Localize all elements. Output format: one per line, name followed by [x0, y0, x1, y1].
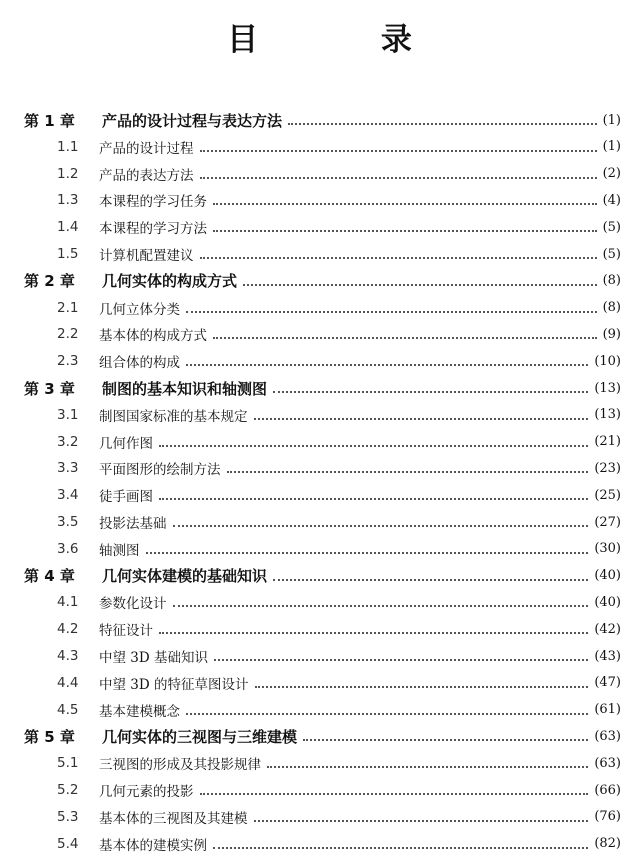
- section-title: 几何元素的投影: [99, 784, 194, 800]
- page-number: (82): [594, 836, 621, 852]
- section-number: 5.2: [57, 782, 79, 798]
- page-number: (10): [594, 353, 621, 369]
- dot-leader: [173, 605, 588, 607]
- toc-section-row[interactable]: [0, 751, 639, 775]
- section-title: 基本体的三视图及其建模: [99, 810, 248, 827]
- section-number: 3.4: [57, 487, 79, 504]
- chapter-title: 制图的基本知识和轴测图: [102, 379, 268, 398]
- section-title: 产品的表达方法: [99, 167, 194, 184]
- dot-leader: [173, 525, 588, 527]
- dot-leader: [200, 793, 588, 795]
- section-title: 三视图的形成及其投影规律: [99, 757, 261, 774]
- toc-section-row[interactable]: [0, 644, 639, 668]
- section-title: 组合体的构成: [99, 355, 180, 372]
- page-number: (40): [594, 594, 621, 610]
- toc-section-row[interactable]: [0, 403, 639, 427]
- section-title: 基本体的构成方式: [99, 328, 207, 345]
- toc-section-row[interactable]: [0, 215, 639, 239]
- section-title: 中望 3D 基础知识: [99, 650, 208, 666]
- toc-section-row[interactable]: [0, 296, 639, 320]
- section-number: 2.1: [57, 299, 79, 316]
- toc-section-row[interactable]: [0, 242, 639, 266]
- page-number: (63): [594, 755, 621, 771]
- page-number: (8): [602, 273, 621, 289]
- toc-section-row[interactable]: [0, 590, 639, 614]
- page-number: (43): [594, 648, 621, 664]
- section-title: 制图国家标准的基本规定: [99, 408, 248, 425]
- toc-chapter-row[interactable]: [0, 108, 639, 132]
- section-number: 1.2: [57, 165, 79, 182]
- toc-section-row[interactable]: [0, 537, 639, 561]
- dot-leader: [186, 713, 588, 715]
- toc-section-row[interactable]: [0, 456, 639, 480]
- page-number: (21): [594, 434, 621, 450]
- page-number: (63): [594, 728, 621, 744]
- dot-leader: [213, 337, 597, 339]
- page-number: (9): [602, 326, 621, 342]
- section-number: 4.5: [57, 701, 79, 718]
- toc-chapter-row[interactable]: [0, 564, 639, 588]
- page-number: (40): [594, 568, 621, 584]
- toc-section-row[interactable]: [0, 805, 639, 829]
- page-number: (25): [594, 487, 621, 503]
- toc-section-row[interactable]: [0, 778, 639, 802]
- page-number: (2): [602, 166, 621, 182]
- toc-section-row[interactable]: [0, 430, 639, 454]
- section-title: 本课程的学习方法: [99, 221, 207, 238]
- section-title: 轴测图: [99, 542, 140, 559]
- dot-leader: [200, 257, 597, 259]
- dot-leader: [200, 177, 597, 179]
- section-title: 参数化设计: [99, 596, 167, 613]
- chapter-title: 几何实体的构成方式: [102, 272, 238, 291]
- chapter-number: 第 5 章: [24, 727, 75, 746]
- dot-leader: [159, 445, 588, 447]
- dot-leader: [213, 230, 597, 232]
- dot-leader: [186, 311, 597, 313]
- page-number: (47): [594, 675, 621, 691]
- section-number: 4.2: [57, 621, 79, 638]
- chapter-number: 第 2 章: [24, 272, 75, 291]
- section-title: 本课程的学习任务: [99, 194, 207, 211]
- page-number: (5): [602, 219, 621, 235]
- dot-leader: [214, 659, 588, 661]
- chapter-title: 几何实体的三视图与三维建模: [102, 727, 298, 746]
- section-number: 4.4: [57, 674, 79, 691]
- toc-section-row[interactable]: [0, 188, 639, 212]
- section-title: 几何立体分类: [99, 301, 180, 318]
- dot-leader: [227, 471, 588, 473]
- section-title: 基本建模概念: [99, 703, 180, 720]
- toc-chapter-row[interactable]: [0, 376, 639, 400]
- dot-leader: [213, 847, 588, 849]
- page-number: (1): [602, 112, 621, 128]
- section-number: 5.3: [57, 808, 79, 825]
- section-number: 3.6: [57, 540, 79, 557]
- section-title: 徒手画图: [99, 489, 153, 506]
- section-number: 1.1: [57, 138, 79, 155]
- section-number: 3.1: [57, 406, 79, 423]
- dot-leader: [213, 203, 597, 205]
- section-number: 3.5: [57, 514, 79, 530]
- dot-leader: [159, 632, 588, 634]
- section-title: 投影法基础: [99, 516, 167, 532]
- toc-section-row[interactable]: [0, 322, 639, 346]
- page-number: (4): [602, 192, 621, 208]
- dot-leader: [255, 686, 588, 688]
- section-number: 4.3: [57, 648, 79, 664]
- page-number: (42): [594, 621, 621, 637]
- section-number: 3.2: [57, 433, 79, 450]
- dot-leader: [254, 820, 588, 822]
- page-number: (1): [602, 139, 621, 155]
- dot-leader: [273, 391, 588, 393]
- section-number: 4.1: [57, 594, 79, 611]
- dot-leader: [159, 498, 588, 500]
- toc-section-row[interactable]: [0, 832, 639, 856]
- chapter-title: 几何实体建模的基础知识: [102, 567, 268, 586]
- page-number: (66): [594, 782, 621, 798]
- dot-leader: [254, 418, 588, 420]
- section-number: 1.3: [57, 192, 79, 209]
- section-title: 计算机配置建议: [99, 248, 194, 264]
- section-title: 基本体的建模实例: [99, 837, 207, 854]
- toc-section-row[interactable]: [0, 483, 639, 507]
- toc-section-row[interactable]: [0, 510, 639, 534]
- section-number: 5.1: [57, 755, 79, 772]
- section-title: 中望 3D 的特征草图设计: [99, 676, 249, 693]
- toc-chapter-row[interactable]: [0, 724, 639, 748]
- toc-section-row[interactable]: [0, 698, 639, 722]
- section-number: 2.2: [57, 326, 79, 343]
- section-title: 特征设计: [99, 623, 153, 640]
- section-title: 几何作图: [99, 435, 153, 452]
- section-title: 平面图形的绘制方法: [99, 462, 221, 479]
- section-title: 产品的设计过程: [99, 140, 194, 157]
- dot-leader: [200, 150, 597, 152]
- section-number: 3.3: [57, 460, 79, 477]
- page-number: (23): [594, 460, 621, 476]
- dot-leader: [288, 123, 597, 125]
- page-number: (13): [594, 380, 621, 396]
- dot-leader: [146, 552, 588, 554]
- section-number: 2.3: [57, 353, 79, 370]
- chapter-title: 产品的设计过程与表达方法: [102, 111, 283, 130]
- dot-leader: [267, 766, 588, 768]
- section-number: 1.4: [57, 219, 79, 236]
- chapter-number: 第 3 章: [24, 379, 75, 398]
- section-number: 5.4: [57, 835, 79, 852]
- toc-chapter-row[interactable]: [0, 269, 639, 293]
- page-number: (27): [594, 514, 621, 530]
- page-number: (8): [602, 300, 621, 316]
- page-number: (61): [594, 702, 621, 718]
- section-number: 1.5: [57, 246, 79, 262]
- toc-section-row[interactable]: [0, 671, 639, 695]
- page-number: (13): [594, 407, 621, 423]
- page-title: 目 录: [227, 22, 468, 58]
- dot-leader: [303, 739, 588, 741]
- chapter-number: 第 4 章: [24, 567, 75, 586]
- page-number: (30): [594, 541, 621, 557]
- dot-leader: [186, 364, 588, 366]
- dot-leader: [273, 579, 588, 581]
- page-number: (5): [602, 246, 621, 262]
- toc-section-row[interactable]: [0, 162, 639, 186]
- toc-section-row[interactable]: [0, 135, 639, 159]
- dot-leader: [243, 284, 597, 286]
- toc-section-row[interactable]: [0, 617, 639, 641]
- page-number: (76): [594, 809, 621, 825]
- toc-section-row[interactable]: [0, 349, 639, 373]
- chapter-number: 第 1 章: [24, 111, 75, 130]
